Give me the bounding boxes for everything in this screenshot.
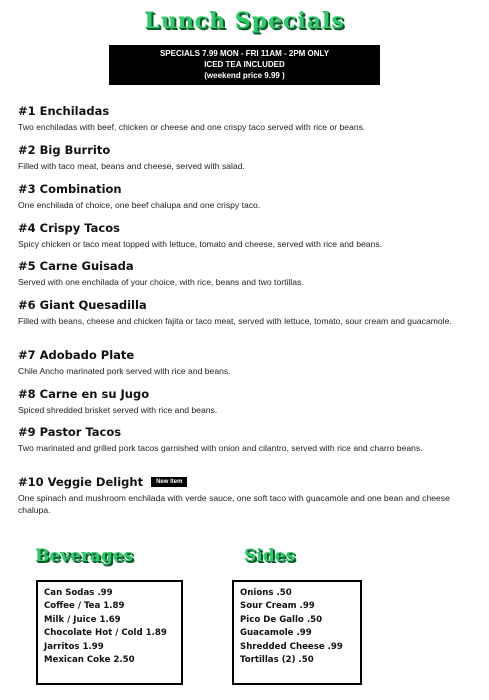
side-item: Pico De Gallo .50 — [240, 614, 323, 625]
beverage-item: Milk / Juice 1.69 — [44, 614, 121, 625]
new-item-badge: New Item — [151, 477, 187, 487]
beverage-item: Coffee / Tea 1.89 — [44, 601, 125, 612]
side-item: Guacamole .99 — [240, 628, 312, 639]
menu-item — [18, 257, 473, 288]
item-description: One spinach and mushroom enchilada with verde sauce, one soft taco with guacamole and one bean and cheese chalupa. — [18, 493, 450, 515]
side-item: Onions .50 — [240, 588, 292, 598]
item-name: #3 Combination — [18, 182, 122, 196]
beverage-item: Can Sodas .99 — [44, 588, 113, 598]
item-description: Filled with taco meat, beans and cheese, served with salad. — [18, 161, 245, 171]
menu-item — [18, 102, 473, 133]
item-description: Spiced shredded brisket served with rice and beans. — [18, 405, 218, 415]
item-name: #6 Giant Quesadilla — [18, 298, 147, 312]
beverages-box — [36, 580, 183, 685]
sides-box — [232, 580, 362, 685]
item-name: #8 Carne en su Jugo — [18, 387, 150, 401]
menu-title: Lunch Specials — [144, 8, 345, 34]
menu-item — [18, 296, 473, 327]
banner-hours: SPECIALS 7.99 MON - FRI 11AM - 2PM ONLY — [159, 49, 330, 58]
item-description: Two enchiladas with beef, chicken or cheese and one crispy taco served with rice or beans. — [18, 122, 366, 132]
item-description: Chile Ancho marinated pork served with rice and beans. — [18, 366, 231, 376]
item-description: Served with one enchilada of your choice, with rice, beans and two tortillas. — [18, 277, 304, 287]
item-name: #1 Enchiladas — [18, 104, 110, 118]
menu-item — [18, 219, 473, 250]
side-item: Shredded Cheese .99 — [240, 641, 343, 652]
banner-drink: ICED TEA INCLUDED — [204, 60, 285, 69]
item-name: #10 Veggie Delight — [18, 475, 144, 489]
item-name: #5 Carne Guisada — [18, 259, 134, 273]
item-description: One enchilada of choice, one beef chalupa and one crispy taco. — [18, 200, 261, 210]
item-description: Filled with beans, cheese and chicken fajita or taco meat, served with lettuce, tomato, sour cream and guacamole. — [18, 316, 452, 326]
item-name: #2 Big Burrito — [18, 143, 111, 157]
item-name: #7 Adobado Plate — [18, 348, 135, 362]
item-name: #4 Crispy Tacos — [18, 221, 120, 235]
item-name: #9 Pastor Tacos — [18, 425, 122, 439]
menu-item — [18, 423, 473, 454]
beverage-item: Jarritos 1.99 — [44, 641, 104, 652]
banner-weekend-price: (weekend price 9.99 ) — [204, 71, 285, 80]
menu-item — [18, 385, 473, 416]
beverages-heading: Beverages — [35, 546, 134, 566]
menu-item — [18, 473, 473, 516]
side-item: Sour Cream .99 — [240, 601, 315, 612]
specials-banner — [109, 45, 380, 85]
beverage-item: Mexican Coke 2.50 — [44, 655, 135, 666]
menu-item — [18, 180, 473, 211]
menu-item — [18, 346, 473, 377]
beverage-item: Chocolate Hot / Cold 1.89 — [44, 628, 167, 639]
side-item: Tortillas (2) .50 — [240, 655, 314, 666]
sides-heading: Sides — [244, 546, 296, 566]
item-description: Spicy chicken or taco meat topped with lettuce, tomato and cheese, served with rice and beans. — [18, 239, 383, 249]
menu-item — [18, 141, 473, 172]
item-description: Two marinated and grilled pork tacos garnished with onion and cilantro, served with rice and charro beans. — [18, 443, 423, 453]
